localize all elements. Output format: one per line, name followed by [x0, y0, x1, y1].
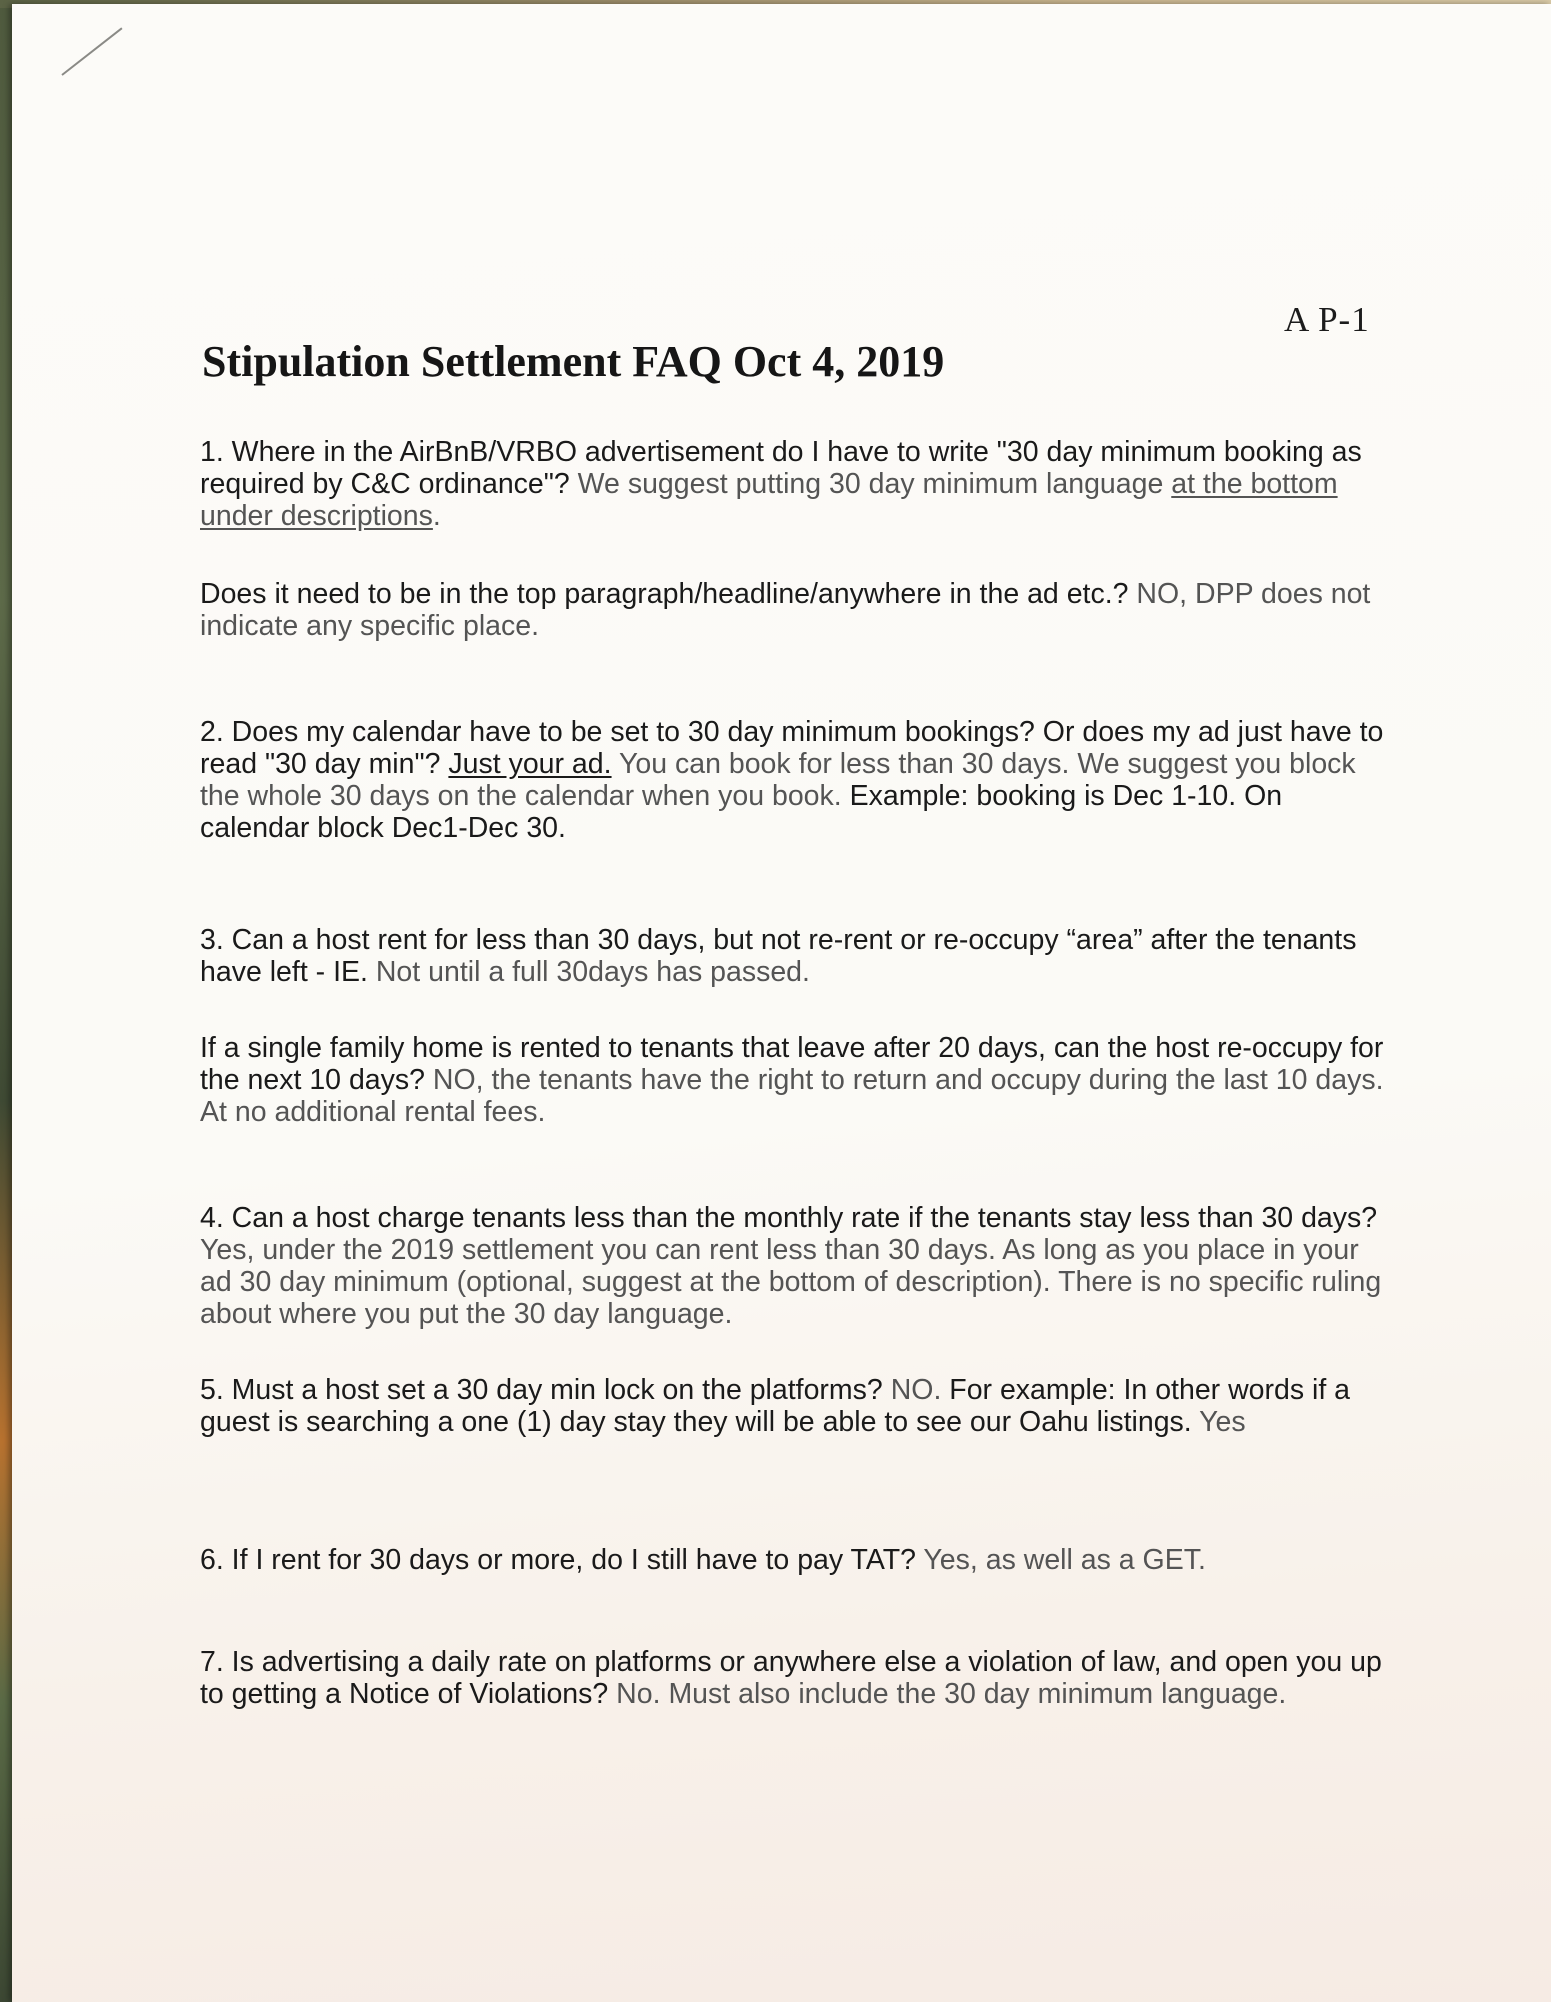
document-title: Stipulation Settlement FAQ Oct 4, 2019 — [202, 337, 945, 386]
faq-item-3b — [200, 1032, 1390, 1128]
faq-question: 4. Can a host charge tenants less than the monthly rate if the tenants stay less than 30 days? — [200, 1202, 1378, 1234]
faq-item-1b — [200, 578, 1390, 642]
faq-answer-underlined: at the bottom under descriptions — [200, 468, 1338, 532]
faq-question: If a single family home is rented to tenants that leave after 20 days, can the host re-occupy for the next 10 days? — [200, 1032, 1384, 1096]
faq-answer-end: . — [432, 500, 441, 532]
faq-item-6 — [200, 1544, 1390, 1576]
faq-example: Example: booking is Dec 1-10. On calendar block Dec1-Dec 30. — [200, 780, 1283, 844]
faq-question: 6. If I rent for 30 days or more, do I still have to pay TAT? — [200, 1544, 916, 1576]
faq-question: 3. Can a host rent for less than 30 days, but not re-rent or re-occupy “area” after the tenants have left - IE. — [200, 924, 1357, 988]
faq-answer: Yes, as well as a GET. — [923, 1544, 1206, 1576]
faq-answer: Yes, under the 2019 settlement you can rent less than 30 days. As long as you place in your ad 30 day minimum (optional, suggest at the bottom of description). There is no specific ruling about where you put the 30 day language. — [200, 1234, 1382, 1330]
faq-followup: For example: In other words if a guest is searching a one (1) day stay they will be able to see our Oahu listings. — [200, 1374, 1351, 1438]
faq-question: 1. Where in the AirBnB/VRBO advertisement do I have to write "30 day minimum booking as required by C&C ordinance"? — [200, 436, 1362, 500]
faq-item-1 — [200, 436, 1390, 532]
paper-page — [12, 4, 1551, 2002]
faq-answer: No. Must also include the 30 day minimum language. — [616, 1678, 1287, 1710]
pen-mark — [61, 27, 122, 75]
faq-answer: You can book for less than 30 days. We suggest you block the whole 30 days on the calendar when you book. — [200, 748, 1356, 812]
faq-question: 5. Must a host set a 30 day min lock on the platforms? — [200, 1374, 883, 1406]
faq-answer: NO, the tenants have the right to return and occupy during the last 10 days. At no additional rental fees. — [200, 1064, 1384, 1128]
faq-question: 7. Is advertising a daily rate on platforms or anywhere else a violation of law, and open you up to getting a Notice of Violations? — [200, 1646, 1382, 1710]
page-label: A P-1 — [1284, 300, 1370, 339]
faq-answer: Not until a full 30days has passed. — [375, 956, 810, 988]
faq-followup-answer: Yes — [1199, 1406, 1246, 1438]
faq-item-5 — [200, 1374, 1390, 1438]
faq-item-2 — [200, 716, 1390, 844]
faq-item-7 — [200, 1646, 1390, 1710]
faq-answer: NO, DPP does not indicate any specific place. — [200, 578, 1371, 642]
faq-item-4 — [200, 1202, 1390, 1330]
faq-question: Does it need to be in the top paragraph/headline/anywhere in the ad etc.? — [200, 578, 1129, 610]
faq-question: 2. Does my calendar have to be set to 30 day minimum bookings? Or does my ad just have to read "30 day min"? — [200, 716, 1384, 780]
faq-answer-underlined: Just your ad. — [448, 748, 612, 780]
faq-item-3 — [200, 924, 1390, 988]
faq-answer: NO. — [890, 1374, 942, 1406]
faq-answer: We suggest putting 30 day minimum language — [577, 468, 1164, 500]
